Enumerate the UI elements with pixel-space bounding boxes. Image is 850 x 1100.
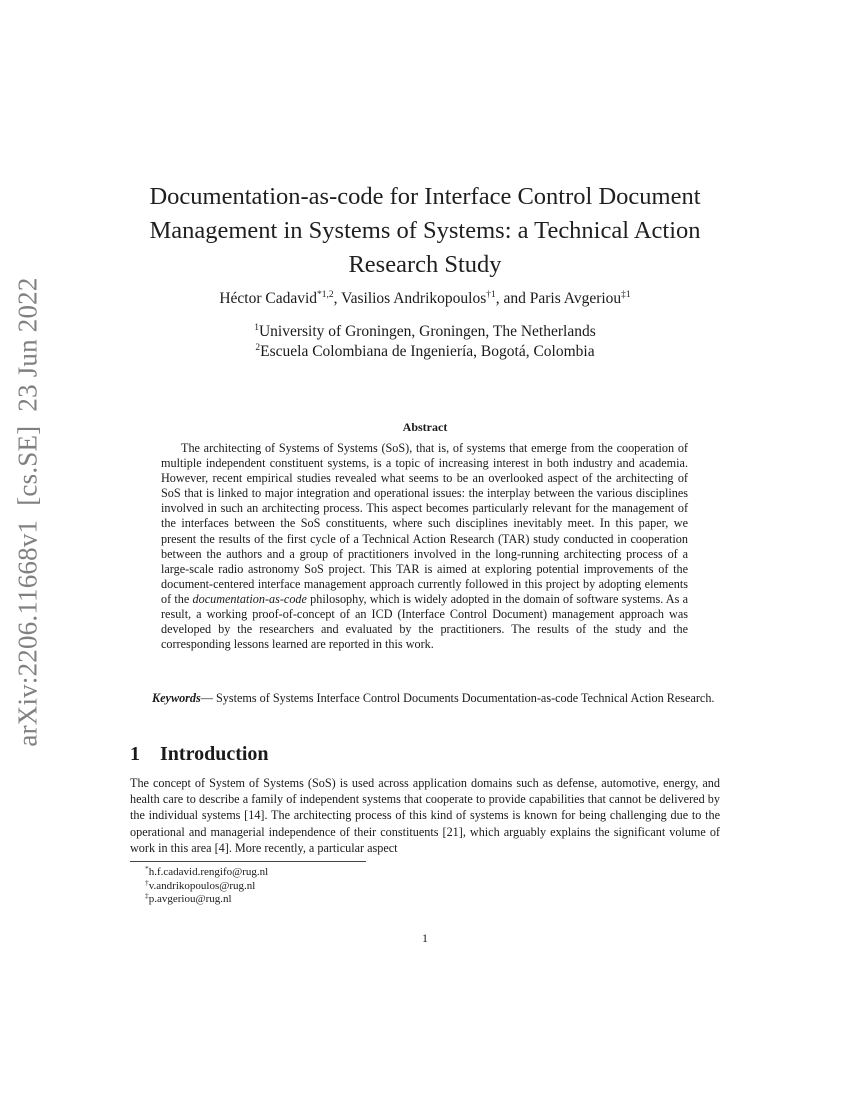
keywords-dash: —	[200, 691, 216, 705]
arxiv-id: arXiv:2206.11668v1	[12, 519, 43, 747]
section-number: 1	[130, 743, 140, 765]
keywords	[130, 691, 720, 706]
arxiv-date: 23 Jun 2022	[12, 277, 43, 412]
section-heading	[130, 743, 269, 766]
section-title: Introduction	[160, 743, 269, 765]
affiliation-mark: 1	[254, 323, 259, 333]
arxiv-identifier-stamp	[13, 263, 44, 746]
author-marks: *1,2	[317, 290, 334, 300]
affiliation	[125, 342, 725, 362]
footnote-mark: †	[145, 877, 149, 887]
author-marks: †1	[486, 290, 496, 300]
abstract-text: The architecting of Systems of Systems (SoS), that is, of systems that emerge from the cooperation of multiple independent constituent systems, is a topic of increasing interest in both industry and academia. However, recent empirical studies revealed what seems to be an overlooked aspect of the architecting of SoS that is linked to major integration and operational issues: the interplay between the various disciplines involved in such an architecting process. This aspect becomes particularly relevant for the management of the interfaces between the SoS constituents, where such disciplines inevitably meet. In this paper, we present the results of the first cycle of a Technical Action Research (TAR) study conducted in cooperation between the authors and a group of practitioners involved in the long-running architecting process of a large-scale radio astronomy SoS project. This TAR is aimed at exploring potential improvements of the document-centered interface management approach currently followed in this project by adopting elements of the	[161, 441, 688, 606]
footnote-rule	[130, 861, 366, 862]
title-line: Documentation-as-code for Interface Control Document	[149, 183, 701, 210]
footnote-email: p.avgeriou@rug.nl	[148, 893, 232, 905]
title-line: Research Study	[348, 251, 502, 278]
keywords-text: Systems of Systems Interface Control Documents Documentation-as-code Technical Action Research.	[215, 691, 715, 705]
abstract-body	[161, 441, 688, 652]
author-list	[125, 289, 725, 309]
paper-title	[125, 180, 725, 282]
abstract-heading: Abstract	[402, 420, 448, 434]
footnote-email: v.andrikopoulos@rug.nl	[148, 879, 256, 892]
affiliation	[125, 322, 725, 342]
author-marks: ‡1	[621, 290, 631, 300]
affiliation-text: University of Groningen, Groningen, The Netherlands	[258, 323, 596, 340]
footnote-mark: *	[145, 864, 149, 873]
title-line: Management in Systems of Systems: a Technical Action	[149, 217, 701, 244]
footnote-mark: ‡	[145, 891, 149, 900]
author-separator: , and	[495, 290, 530, 307]
page-number: 1	[422, 931, 428, 945]
footnote	[145, 877, 268, 894]
affiliation-mark: 2	[255, 343, 261, 353]
author-name: Vasilios Andrikopoulos	[341, 290, 487, 307]
author-name: Paris Avgeriou	[529, 290, 622, 307]
section-body: The concept of System of Systems (SoS) is used across application domains such as defense, automotive, energy, and health care to describe a family of independent systems that cooperate to provide capabilities that cannot be delivered by the individual systems [14]. The architecting process of this kind of systems is known for being challenging due to the operational and managerial independence of their constituents [21], which arguably explains the significant volume of work in this area [4]. More recently, a particular aspect	[130, 776, 720, 855]
affiliation-text: Escuela Colombiana de Ingeniería, Bogotá, Colombia	[260, 343, 595, 360]
footnote-email: h.f.cadavid.rengifo@rug.nl	[148, 866, 269, 878]
abstract-text: philosophy, which is widely adopted in the domain of software systems. As a result, a working proof-of-concept of an ICD (Interface Control Document) management approach was developed by the researchers and evaluated by the practitioners. The results of the study and the corresponding lessons learned are reported in this work.	[161, 591, 688, 652]
abstract-italic-term: documentation-as-code	[192, 591, 307, 606]
footnote	[145, 866, 268, 880]
footnote	[145, 893, 268, 907]
affiliation-list	[125, 322, 725, 362]
arxiv-category: [cs.SE]	[12, 425, 43, 506]
keywords-label: Keywords	[152, 691, 201, 705]
author-separator: ,	[333, 290, 342, 307]
footnote-list	[145, 866, 268, 907]
author-name: Héctor Cadavid	[219, 290, 318, 307]
